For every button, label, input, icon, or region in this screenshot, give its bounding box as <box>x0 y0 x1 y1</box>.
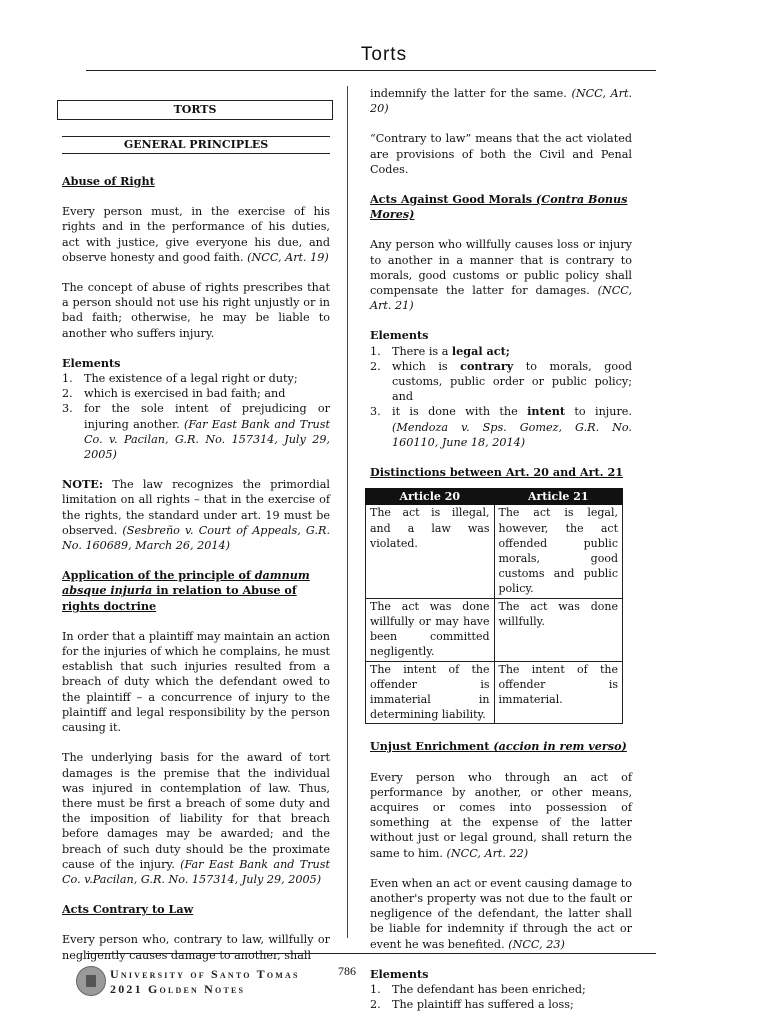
unjust-elements-list <box>370 982 632 1012</box>
list-item: 1. The defendant has been enriched; <box>370 982 586 996</box>
table-header-row <box>366 489 623 505</box>
footer-publication: 2021 Golden Notes <box>110 982 246 996</box>
good-morals-paragraph: Any person who willfully causes loss or injury to another in a manner that is contrary to morals, good customs or public policy shall compensate the latter for damages. (NCC, Art. 21) <box>370 238 632 313</box>
table-cell: The act is legal, however, the act offended public morals, good customs and public policy. <box>494 505 623 598</box>
contrary-to-law-paragraph: “Contrary to law” means that the act violated are provisions of both the Civil and Penal Codes. <box>370 132 632 176</box>
table-header-cell: Article 21 <box>494 489 623 505</box>
table-row <box>366 661 623 724</box>
list-item: 3. it is done with the intent to injure. (Mendoza v. Sps. Gomez, G.R. No. 160110, June 18, 2014) <box>370 404 632 449</box>
acts-contrary-law-heading: Acts Contrary to Law <box>62 902 194 917</box>
abuse-elements-list <box>62 371 330 462</box>
morals-elements-list <box>370 344 632 450</box>
left-column <box>62 100 330 978</box>
elements-label: Elements <box>370 966 429 981</box>
right-column <box>370 86 632 1027</box>
list-item: 1. The existence of a legal right or duty; <box>62 372 298 386</box>
footer-university: University of Santo Tomas <box>110 967 300 981</box>
unjust-enrichment-heading: Unjust Enrichment (accion in rem verso) <box>370 739 627 754</box>
table-cell: The act was done willfully. <box>494 598 623 661</box>
distinctions-table <box>365 488 623 724</box>
table-header-cell: Article 20 <box>366 489 495 505</box>
abuse-paragraph-2: The concept of abuse of rights prescribes that a person should not use his right unjustly or in bad faith; otherwise, he may be liable to another who suffers injury. <box>62 281 330 340</box>
university-seal-icon <box>76 966 106 996</box>
acts-contrary-law-paragraph: Every person who, contrary to law, willfully or negligently causes damage to another, shall <box>62 933 330 962</box>
elements-label: Elements <box>62 355 121 370</box>
table-cell: The act is illegal, and a law was violated. <box>366 505 495 598</box>
abuse-paragraph-1: Every person must, in the exercise of his rights and in the performance of his duties, act with justice, give everyone his due, and observe honesty and good faith. (NCC, Art. 19) <box>62 205 330 264</box>
table-row <box>366 598 623 661</box>
elements-label: Elements <box>370 328 429 343</box>
header-divider <box>86 70 656 71</box>
abuse-of-right-heading: Abuse of Right <box>62 174 155 188</box>
list-item: 1. There is a legal act; <box>370 343 510 358</box>
footer-divider <box>86 953 656 954</box>
note-paragraph: NOTE: The law recognizes the primordial limitation on all rights – that in the exercise of the rights, the standard under art. 19 must be observed. (Sesbreño v. Court of Appeals, G.R. No. 160689, March 26, 2014) <box>62 477 331 553</box>
section-title: GENERAL PRINCIPLES <box>62 136 330 154</box>
distinctions-heading: Distinctions between Art. 20 and Art. 21 <box>370 465 624 480</box>
unjust-paragraph-2: Even when an act or event causing damage to another's property was not due to the fault or negligence of the defendant, the latter shall be liable for indemnity if through the act or event he was benefited. (NCC, 23) <box>370 876 632 951</box>
list-item: 2. which is exercised in bad faith; and <box>62 387 286 401</box>
table-cell: The intent of the offender is immaterial. <box>494 661 623 724</box>
list-item: 3. for the sole intent of prejudicing or injuring another. (Far East Bank and Trust Co. v. Pacilan, G.R. No. 157314, July 29, 2005) <box>62 402 330 462</box>
acts-contrary-law-continuation: indemnify the latter for the same. (NCC, Art. 20) <box>370 87 633 116</box>
damnum-paragraph-2: The underlying basis for the award of tort damages is the premise that the individual was injured in contemplation of law. Thus, there must be first a breach of some duty and the imposition of liability for that breach before damages may be awarded; and the breach of such duty should be the proximate cause of the injury. (Far East Bank and Trust Co. v.Pacilan, G.R. No. 157314, July 29, 2005) <box>62 751 330 886</box>
table-cell: The intent of the offender is immaterial in determining liability. <box>366 661 495 724</box>
table-row <box>366 505 623 598</box>
list-item: 2. The plaintiff has suffered a loss; <box>370 998 574 1012</box>
column-divider <box>347 86 348 938</box>
page-number: 786 <box>338 964 356 978</box>
good-morals-heading: Acts Against Good Morals (Contra Bonus Mores) <box>370 192 628 222</box>
damnum-heading: Application of the principle of damnum absque injuria in relation to Abuse of rights doctrine <box>62 568 310 613</box>
chapter-box-title: TORTS <box>57 100 333 120</box>
damnum-paragraph-1: In order that a plaintiff may maintain an action for the injuries of which he complains, he must establish that such injuries resulted from a breach of duty which the defendant owed to the plaintiff – a concurrence of injury to the plaintiff and legal responsibility by the person causing it. <box>62 629 330 735</box>
page-title: Torts <box>360 44 408 65</box>
table-cell: The act was done willfully or may have been committed negligently. <box>366 598 495 661</box>
list-item: 2. which is contrary to morals, good customs, public order or public policy; and <box>370 358 633 404</box>
unjust-paragraph-1: Every person who through an act of performance by another, or other means, acquires or comes into possession of something at the expense of the latter without just or legal ground, shall return the same to him. (NCC, Art. 22) <box>370 770 632 860</box>
